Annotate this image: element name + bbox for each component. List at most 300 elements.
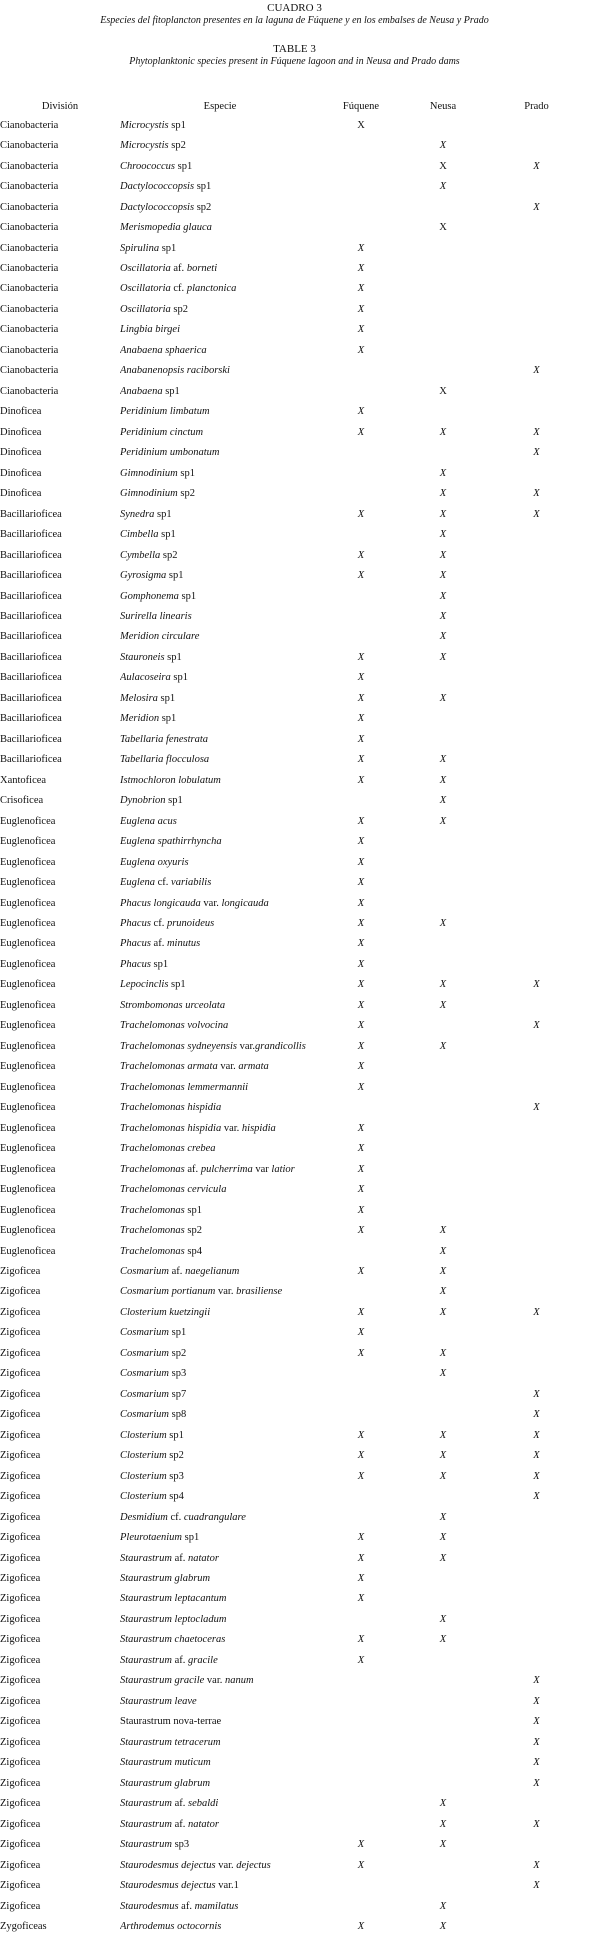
table-row bbox=[0, 279, 589, 299]
presence-cell-prado bbox=[484, 1650, 589, 1670]
species-name-italic: Staurastrum bbox=[120, 1839, 172, 1851]
division-cell: Euglenoficea bbox=[0, 999, 56, 1011]
presence-cell-neusa bbox=[402, 135, 484, 155]
presence-mark: X bbox=[357, 406, 365, 418]
division-cell: Cianobacteria bbox=[0, 201, 59, 213]
species-qualifier: var. bbox=[236, 1040, 256, 1052]
species-name-italic: Trachelomonas sydneyensis bbox=[120, 1040, 237, 1052]
division-cell: Cianobacteria bbox=[0, 303, 59, 315]
species-cell bbox=[120, 156, 320, 176]
presence-cell-fuquene bbox=[320, 1118, 402, 1138]
table-row bbox=[0, 1589, 589, 1609]
division-cell: Zigoficea bbox=[0, 1573, 41, 1585]
presence-mark: X bbox=[439, 570, 447, 582]
species-name-italic: planctonica bbox=[186, 283, 237, 295]
division-cell: Zigoficea bbox=[0, 1839, 41, 1851]
division-cell: Zigoficea bbox=[0, 1450, 41, 1462]
species-name-italic: Pleurotaenium bbox=[120, 1532, 183, 1544]
presence-cell-fuquene bbox=[320, 361, 402, 381]
table-row bbox=[0, 320, 589, 340]
species-cell bbox=[120, 1241, 320, 1261]
species-cell bbox=[120, 1916, 320, 1936]
table-row bbox=[0, 1650, 589, 1670]
presence-mark: X bbox=[439, 508, 447, 520]
presence-cell-neusa bbox=[402, 872, 484, 892]
species-cell bbox=[120, 1200, 320, 1220]
division-cell: Euglenoficea bbox=[0, 1061, 56, 1073]
species-name-italic: grandicollis bbox=[255, 1040, 306, 1052]
division-cell: Bacillarioficea bbox=[0, 713, 62, 725]
division-cell: Euglenoficea bbox=[0, 1040, 56, 1052]
presence-cell-prado bbox=[484, 1241, 589, 1261]
species-name-italic: Staurastrum glabrum bbox=[120, 1573, 211, 1585]
presence-cell-neusa bbox=[402, 1118, 484, 1138]
species-name-italic: Trachelomonas crebea bbox=[120, 1143, 216, 1155]
presence-cell-prado bbox=[484, 217, 589, 237]
species-cell bbox=[120, 402, 320, 422]
presence-cell-fuquene bbox=[320, 1671, 402, 1691]
division-cell: Zigoficea bbox=[0, 1429, 41, 1441]
division-cell: Euglenoficea bbox=[0, 856, 56, 868]
presence-mark: X bbox=[357, 1061, 365, 1073]
presence-cell-fuquene bbox=[320, 402, 402, 422]
presence-cell-fuquene bbox=[320, 1548, 402, 1568]
table-row bbox=[0, 1200, 589, 1220]
table-row bbox=[0, 1077, 589, 1097]
species-name-italic: Cosmarium bbox=[120, 1368, 170, 1380]
species-name-italic: sebaldi bbox=[187, 1798, 219, 1810]
table-row bbox=[0, 197, 589, 217]
species-cell bbox=[120, 1773, 320, 1793]
column-header-neusa: Neusa bbox=[429, 100, 457, 112]
species-qualifier: var. bbox=[221, 1122, 242, 1134]
division-cell: Zigoficea bbox=[0, 1265, 41, 1277]
species-name-italic: Staurastrum leptacantum bbox=[120, 1593, 227, 1605]
presence-cell-fuquene bbox=[320, 1057, 402, 1077]
table-row bbox=[0, 606, 589, 626]
table-row bbox=[0, 1712, 589, 1732]
species-name-italic: borneti bbox=[186, 263, 218, 275]
species-name-italic: Tabellaria flocculosa bbox=[120, 754, 210, 766]
presence-mark: X bbox=[357, 1040, 365, 1052]
species-name-italic: Trachelomonas lemmermannii bbox=[120, 1081, 249, 1093]
species-cell bbox=[120, 1057, 320, 1077]
presence-cell-prado bbox=[484, 811, 589, 831]
presence-cell-neusa bbox=[402, 1200, 484, 1220]
presence-cell-prado bbox=[484, 606, 589, 626]
division-cell: Bacillarioficea bbox=[0, 754, 62, 766]
species-qualifier: sp1 bbox=[194, 181, 212, 193]
division-cell: Zigoficea bbox=[0, 1757, 41, 1769]
table-row bbox=[0, 1384, 589, 1404]
division-cell: Zygoficeas bbox=[0, 1920, 47, 1932]
table-row bbox=[0, 934, 589, 954]
species-name-italic: Spirulina bbox=[120, 242, 160, 254]
presence-mark: X bbox=[357, 570, 365, 582]
species-name-italic: Staurastrum bbox=[120, 1798, 172, 1810]
division-cell: Zigoficea bbox=[0, 1286, 41, 1298]
species-cell bbox=[120, 135, 320, 155]
species-qualifier: sp1 bbox=[154, 508, 172, 520]
presence-cell-prado bbox=[484, 1016, 589, 1036]
presence-cell-prado bbox=[484, 1138, 589, 1158]
species-name-italic: Anabaena sphaerica bbox=[120, 344, 207, 356]
presence-mark: X bbox=[439, 181, 447, 193]
presence-cell-neusa bbox=[402, 1732, 484, 1752]
presence-cell-prado bbox=[484, 1425, 589, 1445]
species-name-italic: Oscillatoria bbox=[120, 283, 171, 295]
presence-cell-prado bbox=[484, 954, 589, 974]
species-qualifier: sp1 bbox=[166, 1429, 184, 1441]
presence-cell-fuquene bbox=[320, 852, 402, 872]
species-name-italic: Gimnodinium bbox=[120, 488, 178, 500]
presence-mark: X bbox=[533, 1450, 540, 1462]
presence-cell-prado bbox=[484, 135, 589, 155]
presence-cell-prado bbox=[484, 647, 589, 667]
presence-cell-fuquene bbox=[320, 1036, 402, 1056]
species-cell bbox=[120, 1364, 320, 1384]
species-name-italic: Staurodesmus dejectus bbox=[120, 1859, 216, 1871]
species-qualifier: cf. bbox=[170, 283, 187, 295]
presence-mark: X bbox=[439, 1818, 447, 1830]
division-cell: Dinoficea bbox=[0, 447, 42, 459]
species-name-italic: natator bbox=[187, 1552, 219, 1564]
table-row bbox=[0, 831, 589, 851]
presence-cell-neusa bbox=[402, 238, 484, 258]
division-cell: Bacillarioficea bbox=[0, 529, 62, 541]
division-cell: Bacillarioficea bbox=[0, 672, 62, 684]
division-cell: Euglenoficea bbox=[0, 836, 56, 848]
division-cell: Dinoficea bbox=[0, 406, 42, 418]
presence-mark: X bbox=[439, 1040, 447, 1052]
species-name-italic: Peridinium umbonatum bbox=[120, 447, 220, 459]
species-name-italic: Staurastrum tetracerum bbox=[120, 1736, 221, 1748]
presence-cell-neusa bbox=[402, 770, 484, 790]
presence-cell-fuquene bbox=[320, 1200, 402, 1220]
division-cell: Zigoficea bbox=[0, 1593, 41, 1605]
species-qualifier: sp1 bbox=[184, 1204, 202, 1216]
presence-cell-prado bbox=[484, 1875, 589, 1895]
species-name-italic: Cymbella bbox=[120, 549, 161, 561]
presence-mark: X bbox=[357, 651, 365, 663]
presence-mark: X bbox=[357, 1920, 365, 1932]
species-name-italic: Gomphonema bbox=[120, 590, 179, 602]
presence-mark: X bbox=[439, 795, 447, 807]
presence-mark: X bbox=[357, 774, 365, 786]
presence-cell-prado bbox=[484, 709, 589, 729]
presence-cell-fuquene bbox=[320, 320, 402, 340]
presence-cell-prado bbox=[484, 1589, 589, 1609]
presence-mark: X bbox=[357, 324, 365, 336]
species-name-italic: Staurastrum muticum bbox=[120, 1757, 211, 1769]
presence-mark: X bbox=[357, 1593, 365, 1605]
division-cell: Zigoficea bbox=[0, 1716, 41, 1728]
table-number-en: TABLE 3 bbox=[273, 43, 316, 55]
species-cell bbox=[120, 1302, 320, 1322]
species-name-italic: Cosmarium bbox=[120, 1388, 170, 1400]
division-cell: Euglenoficea bbox=[0, 1163, 56, 1175]
presence-cell-neusa bbox=[402, 1691, 484, 1711]
species-name-italic: Closterium bbox=[120, 1450, 167, 1462]
presence-cell-prado bbox=[484, 545, 589, 565]
species-name-italic: longicauda bbox=[221, 897, 269, 909]
species-cell bbox=[120, 1793, 320, 1813]
presence-cell-neusa bbox=[402, 647, 484, 667]
table-row bbox=[0, 135, 589, 155]
table-row bbox=[0, 1364, 589, 1384]
species-name-italic: Peridinium cinctum bbox=[120, 426, 204, 438]
table-body bbox=[0, 115, 589, 1937]
division-cell: Cianobacteria bbox=[0, 385, 59, 397]
table-row bbox=[0, 156, 589, 176]
species-name-italic: Cosmarium bbox=[120, 1265, 170, 1277]
presence-cell-neusa bbox=[402, 402, 484, 422]
species-cell bbox=[120, 299, 320, 319]
presence-cell-prado bbox=[484, 381, 589, 401]
presence-cell-fuquene bbox=[320, 811, 402, 831]
presence-cell-fuquene bbox=[320, 586, 402, 606]
presence-mark: X bbox=[533, 1491, 540, 1503]
presence-mark: X bbox=[357, 754, 365, 766]
division-cell: Euglenoficea bbox=[0, 1204, 56, 1216]
presence-cell-prado bbox=[484, 1814, 589, 1834]
species-cell bbox=[120, 1753, 320, 1773]
presence-mark: X bbox=[439, 590, 447, 602]
presence-mark: X bbox=[439, 467, 447, 479]
presence-cell-fuquene bbox=[320, 1343, 402, 1363]
presence-cell-prado bbox=[484, 831, 589, 851]
presence-mark: X bbox=[439, 1839, 447, 1851]
presence-cell-fuquene bbox=[320, 1077, 402, 1097]
species-name-italic: Dactylococcopsis bbox=[120, 201, 195, 213]
presence-cell-neusa bbox=[402, 156, 484, 176]
species-table bbox=[0, 97, 589, 1937]
presence-mark: X bbox=[357, 119, 365, 131]
presence-mark: X bbox=[533, 1388, 540, 1400]
species-cell bbox=[120, 422, 320, 442]
presence-cell-prado bbox=[484, 1445, 589, 1465]
species-name-italic: Dynobrion bbox=[120, 795, 166, 807]
species-cell bbox=[120, 217, 320, 237]
division-cell: Zigoficea bbox=[0, 1347, 41, 1359]
presence-mark: X bbox=[357, 263, 365, 275]
species-name-italic: Lepocinclis bbox=[120, 979, 169, 991]
species-cell bbox=[120, 1691, 320, 1711]
species-cell bbox=[120, 197, 320, 217]
presence-mark: X bbox=[357, 1450, 365, 1462]
presence-mark: X bbox=[439, 1511, 447, 1523]
species-qualifier: sp2 bbox=[184, 1225, 202, 1237]
division-cell: Bacillarioficea bbox=[0, 631, 62, 643]
presence-cell-prado bbox=[484, 1384, 589, 1404]
species-qualifier: var.1 bbox=[215, 1880, 239, 1892]
species-cell bbox=[120, 1630, 320, 1650]
presence-cell-fuquene bbox=[320, 238, 402, 258]
species-name-italic: Chroococcus bbox=[120, 160, 176, 172]
species-name-italic: Cosmarium portianum bbox=[120, 1286, 216, 1298]
division-cell: Zigoficea bbox=[0, 1368, 41, 1380]
species-qualifier: sp3 bbox=[166, 1470, 184, 1482]
division-cell: Bacillarioficea bbox=[0, 733, 62, 745]
division-cell: Bacillarioficea bbox=[0, 651, 62, 663]
presence-cell-neusa bbox=[402, 1036, 484, 1056]
species-cell bbox=[120, 831, 320, 851]
presence-cell-prado bbox=[484, 995, 589, 1015]
presence-cell-neusa bbox=[402, 1527, 484, 1547]
presence-cell-neusa bbox=[402, 1077, 484, 1097]
presence-cell-prado bbox=[484, 1548, 589, 1568]
species-cell bbox=[120, 1548, 320, 1568]
presence-mark: X bbox=[439, 529, 447, 541]
species-qualifier: var. bbox=[200, 897, 222, 909]
presence-cell-prado bbox=[484, 893, 589, 913]
presence-mark: X bbox=[357, 242, 365, 254]
presence-mark: X bbox=[357, 1163, 365, 1175]
presence-cell-neusa bbox=[402, 606, 484, 626]
species-name-italic: Cosmarium bbox=[120, 1347, 170, 1359]
species-qualifier: af. bbox=[184, 1163, 201, 1175]
species-cell bbox=[120, 1077, 320, 1097]
species-qualifier: sp3 bbox=[171, 1839, 190, 1851]
species-name-italic: Dactylococcopsis bbox=[120, 181, 195, 193]
table-row bbox=[0, 975, 589, 995]
presence-cell-prado bbox=[484, 340, 589, 360]
presence-mark: X bbox=[439, 815, 447, 827]
division-cell: Cianobacteria bbox=[0, 222, 59, 234]
table-row bbox=[0, 1753, 589, 1773]
species-name-italic: Trachelomonas cervicula bbox=[120, 1184, 227, 1196]
presence-mark: X bbox=[439, 1429, 447, 1441]
species-cell bbox=[120, 545, 320, 565]
presence-cell-fuquene bbox=[320, 1650, 402, 1670]
species-cell bbox=[120, 1486, 320, 1506]
column-header-species: Especie bbox=[203, 100, 237, 112]
table-row bbox=[0, 1302, 589, 1322]
presence-cell-fuquene bbox=[320, 176, 402, 196]
species-cell bbox=[120, 238, 320, 258]
species-cell bbox=[120, 176, 320, 196]
presence-cell-prado bbox=[484, 463, 589, 483]
species-name-italic: prunoideus bbox=[166, 918, 215, 930]
division-cell: Zigoficea bbox=[0, 1859, 41, 1871]
presence-cell-prado bbox=[484, 176, 589, 196]
species-qualifier: af. bbox=[171, 1798, 188, 1810]
presence-cell-fuquene bbox=[320, 647, 402, 667]
presence-cell-prado bbox=[484, 1855, 589, 1875]
division-cell: Euglenoficea bbox=[0, 1081, 56, 1093]
presence-cell-fuquene bbox=[320, 1098, 402, 1118]
division-cell: Euglenoficea bbox=[0, 1225, 56, 1237]
presence-cell-neusa bbox=[402, 422, 484, 442]
species-qualifier: sp1 bbox=[175, 160, 193, 172]
division-cell: Zigoficea bbox=[0, 1327, 41, 1339]
presence-cell-neusa bbox=[402, 565, 484, 585]
table-row bbox=[0, 1241, 589, 1261]
presence-cell-neusa bbox=[402, 1425, 484, 1445]
species-name-italic: Oscillatoria bbox=[120, 303, 171, 315]
presence-cell-prado bbox=[484, 1036, 589, 1056]
presence-cell-prado bbox=[484, 688, 589, 708]
presence-cell-fuquene bbox=[320, 1241, 402, 1261]
presence-cell-fuquene bbox=[320, 1405, 402, 1425]
species-name-italic: Phacus bbox=[120, 918, 151, 930]
presence-cell-neusa bbox=[402, 197, 484, 217]
presence-cell-neusa bbox=[402, 1712, 484, 1732]
species-cell bbox=[120, 1568, 320, 1588]
presence-mark: X bbox=[533, 1102, 540, 1114]
division-cell: Bacillarioficea bbox=[0, 692, 62, 704]
presence-cell-neusa bbox=[402, 443, 484, 463]
presence-cell-fuquene bbox=[320, 1466, 402, 1486]
species-name-italic: Microcystis bbox=[120, 140, 169, 152]
table-row bbox=[0, 1016, 589, 1036]
presence-mark: X bbox=[357, 918, 365, 930]
presence-mark: X bbox=[439, 1613, 447, 1625]
presence-cell-neusa bbox=[402, 709, 484, 729]
table-row bbox=[0, 913, 589, 933]
presence-mark: X bbox=[357, 877, 365, 889]
presence-mark: X bbox=[439, 999, 447, 1011]
table-row bbox=[0, 852, 589, 872]
species-name-italic: brasiliense bbox=[236, 1286, 283, 1298]
presence-mark: X bbox=[533, 1470, 540, 1482]
species-cell bbox=[120, 279, 320, 299]
species-cell bbox=[120, 913, 320, 933]
presence-cell-neusa bbox=[402, 1568, 484, 1588]
table-row bbox=[0, 361, 589, 381]
table-row bbox=[0, 1159, 589, 1179]
table-row bbox=[0, 1343, 589, 1363]
species-cell bbox=[120, 320, 320, 340]
species-name-italic: Euglena spathirrhyncha bbox=[120, 836, 222, 848]
presence-cell-fuquene bbox=[320, 279, 402, 299]
table-row bbox=[0, 340, 589, 360]
table-row bbox=[0, 238, 589, 258]
presence-mark: X bbox=[533, 365, 540, 377]
species-cell bbox=[120, 586, 320, 606]
presence-mark: X bbox=[533, 1695, 540, 1707]
presence-cell-prado bbox=[484, 852, 589, 872]
species-name-italic: Stauroneis bbox=[120, 651, 165, 663]
species-qualifier: af. bbox=[170, 263, 187, 275]
species-cell bbox=[120, 1507, 320, 1527]
presence-cell-neusa bbox=[402, 831, 484, 851]
table-row bbox=[0, 524, 589, 544]
table-row bbox=[0, 1261, 589, 1281]
presence-mark: X bbox=[357, 344, 365, 356]
presence-cell-neusa bbox=[402, 1875, 484, 1895]
table-row bbox=[0, 1445, 589, 1465]
presence-cell-prado bbox=[484, 1773, 589, 1793]
division-cell: Zigoficea bbox=[0, 1491, 41, 1503]
table-row bbox=[0, 565, 589, 585]
presence-cell-neusa bbox=[402, 1302, 484, 1322]
presence-cell-prado bbox=[484, 320, 589, 340]
presence-cell-prado bbox=[484, 1261, 589, 1281]
presence-cell-neusa bbox=[402, 545, 484, 565]
species-cell bbox=[120, 1159, 320, 1179]
presence-cell-neusa bbox=[402, 340, 484, 360]
presence-cell-prado bbox=[484, 1343, 589, 1363]
presence-cell-neusa bbox=[402, 995, 484, 1015]
table-row bbox=[0, 1568, 589, 1588]
presence-cell-neusa bbox=[402, 913, 484, 933]
division-cell: Euglenoficea bbox=[0, 897, 56, 909]
presence-cell-fuquene bbox=[320, 483, 402, 503]
presence-mark: X bbox=[439, 1347, 447, 1359]
presence-cell-fuquene bbox=[320, 340, 402, 360]
species-name-italic: mamilatus bbox=[194, 1900, 239, 1912]
